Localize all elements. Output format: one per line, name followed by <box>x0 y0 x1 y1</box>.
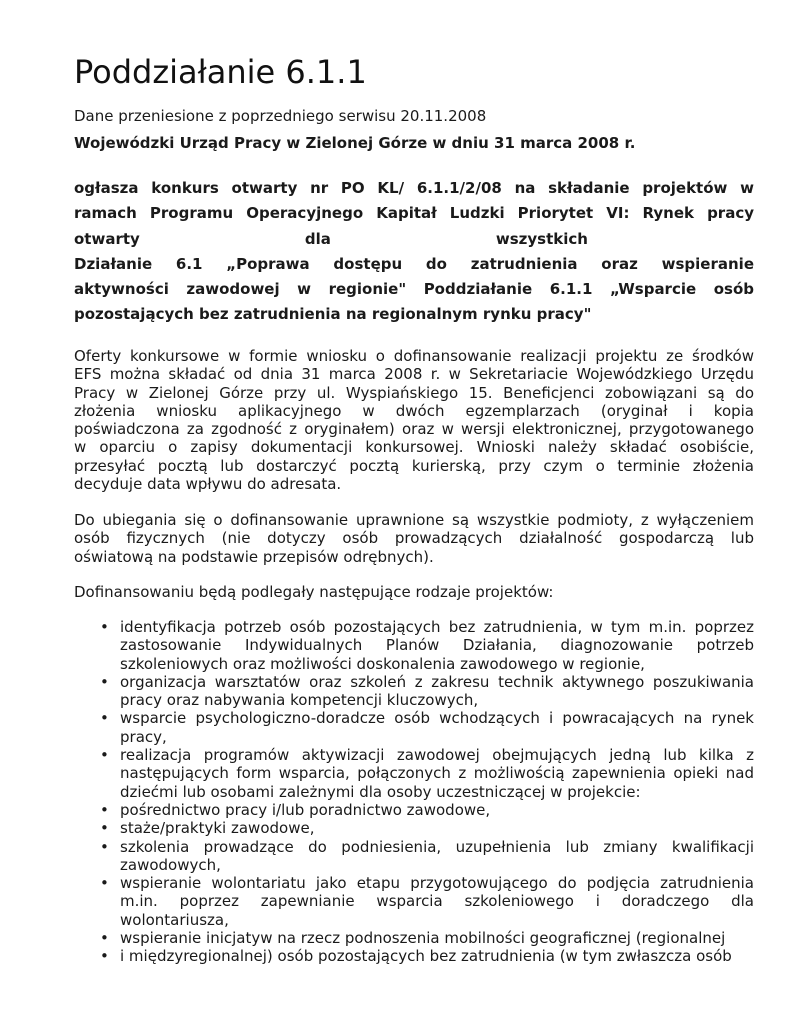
list-item <box>74 947 754 965</box>
paragraph-line: EFS można składać od dnia 31 marca 2008 r. w Sekretariacie Wojewódzkiego Urzędu <box>74 365 754 384</box>
list-item <box>74 819 754 837</box>
paragraph-line: osób fizycznych (nie dotyczy osób prowadzących działalność gospodarczą lub <box>74 529 754 548</box>
announcement-line: pozostających bez zatrudnienia na regionalnym rynku pracy" <box>74 305 592 324</box>
paragraph-line: Pracy w Zielonej Górze przy ul. Wyspiańskiego 15. Beneficjenci zobowiązani są do <box>74 383 754 402</box>
bullet-icon: • <box>100 618 109 636</box>
bullet-icon: • <box>100 800 109 819</box>
bullet-icon: • <box>100 947 109 966</box>
list-item-line: pośrednictwo pracy i/lub poradnictwo zawodowe, <box>120 800 491 819</box>
bullet-icon: • <box>100 672 109 691</box>
paragraph-project-types <box>74 583 754 601</box>
list-item-line: następujących form wsparcia, połączonych z możliwością zapewnienia opieki nad <box>120 764 754 783</box>
paragraph-line: poświadczona za zgodność z oryginałem) oraz w wersji elektronicznej, przygotowanego <box>74 420 754 439</box>
list-item-line: dziećmi lub osobami zależnymi dla osoby uczestniczącej w projekcie: <box>120 782 641 801</box>
list-item-line: i międzyregionalnej) osób pozostających bez zatrudnienia (w tym zwłaszcza osób <box>120 947 732 966</box>
list-item <box>74 838 754 875</box>
bullet-icon: • <box>100 819 109 838</box>
list-item-line: identyfikacja potrzeb osób pozostających bez zatrudnienia, w tym m.in. poprzez <box>120 618 754 636</box>
paragraph-offers <box>74 347 754 493</box>
list-item <box>74 874 754 929</box>
project-types-list <box>74 618 754 966</box>
list-item <box>74 709 754 746</box>
paragraph-line: w oparciu o zapisy dokumentacji konkursowej. Wnioski należy składać osobiście, <box>74 438 754 457</box>
list-item-line: staże/praktyki zawodowe, <box>120 819 315 838</box>
list-item-line: szkoleniowych oraz możliwości doskonalenia zawodowego w regionie, <box>120 654 645 673</box>
moved-notice: Dane przeniesione z poprzedniego serwisu 20.11.2008 <box>74 107 487 125</box>
bullet-icon: • <box>100 837 109 856</box>
list-item-line: pracy oraz nabywania kompetencji kluczowych, <box>120 691 479 710</box>
announcement-word: otwarty <box>74 229 140 248</box>
announcement-line: ogłasza konkurs otwarty nr PO KL/ 6.1.1/2/08 na składanie projektów w <box>74 179 754 197</box>
list-item <box>74 929 754 947</box>
announcement-line <box>74 227 588 252</box>
list-item-line: pracy, <box>120 727 167 746</box>
list-item-line: zawodowych, <box>120 855 221 874</box>
list-item-line: wspieranie inicjatyw na rzecz podnoszenia mobilności geograficznej (regionalnej <box>120 929 726 948</box>
list-item-line: m.in. poprzez zapewnianie wsparcia szkoleniowego i doradczego dla <box>120 892 754 911</box>
list-item-line: zastosowanie Indywidualnych Planów Działania, diagnozowanie potrzeb <box>120 636 754 655</box>
list-item-line: realizacja programów aktywizacji zawodowej obejmujących jedną lub kilka z <box>120 746 754 765</box>
announcement-word: dla <box>304 229 331 248</box>
paragraph-line: Do ubiegania się o dofinansowanie uprawnione są wszystkie podmioty, z wyłączeniem <box>74 511 754 529</box>
paragraph-line: Dofinansowaniu będą podlegały następujące rodzaje projektów: <box>74 583 554 601</box>
announcement-line: ramach Programu Operacyjnego Kapitał Ludzki Priorytet VI: Rynek pracy <box>74 204 754 223</box>
page-title: Poddziałanie 6.1.1 <box>74 53 367 91</box>
list-item-line: szkolenia prowadzące do podniesienia, uzupełnienia lub zmiany kwalifikacji <box>120 837 754 856</box>
paragraph-line: Oferty konkursowe w formie wniosku o dofinansowanie realizacji projektu ze środków <box>74 347 754 365</box>
office-line: Wojewódzki Urząd Pracy w Zielonej Górze w dniu 31 marca 2008 r. <box>74 134 636 152</box>
list-item <box>74 801 754 819</box>
list-item <box>74 746 754 801</box>
paragraph-line: decyduje data wpływu do adresata. <box>74 475 342 494</box>
bullet-icon: • <box>100 746 109 765</box>
list-item-line: organizacja warsztatów oraz szkoleń z zakresu technik aktywnego poszukiwania <box>120 672 754 691</box>
paragraph-eligibility <box>74 511 754 566</box>
list-item <box>74 673 754 710</box>
bullet-icon: • <box>100 709 109 728</box>
announcement-word: wszystkich <box>495 229 588 248</box>
bullet-icon: • <box>100 929 109 948</box>
paragraph-line: złożenia wniosku aplikacyjnego w dwóch egzemplarzach (oryginał i kopia <box>74 401 754 420</box>
list-item-line: wspieranie wolontariatu jako etapu przygotowującego do podjęcia zatrudnienia <box>120 874 754 893</box>
paragraph-line: oświatową na podstawie przepisów odrębnych). <box>74 547 434 566</box>
announcement-line: aktywności zawodowej w regionie" Poddziałanie 6.1.1 „Wsparcie osób <box>74 280 754 299</box>
list-item-line: wolontariusza, <box>120 910 229 929</box>
announcement-line: Działanie 6.1 „Poprawa dostępu do zatrudnienia oraz wspieranie <box>74 254 754 273</box>
list-item <box>74 618 754 673</box>
list-item-line: wsparcie psychologiczno-doradcze osób wchodzących i powracających na rynek <box>120 709 754 728</box>
bullet-icon: • <box>100 874 109 893</box>
announcement <box>74 176 754 328</box>
paragraph-line: przesyłać pocztą lub dostarczyć pocztą kurierską, przy czym o terminie złożenia <box>74 456 754 475</box>
